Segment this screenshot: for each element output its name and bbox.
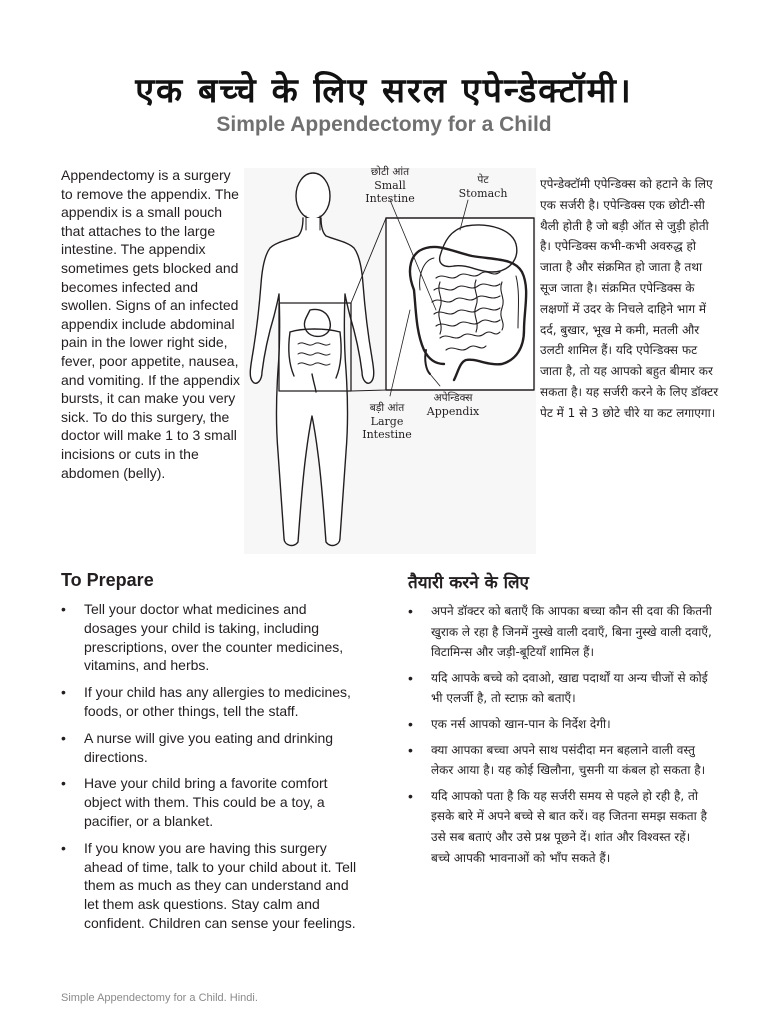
list-item: • क्या आपका बच्चा अपने साथ पसंदीदा मन बहलाने वाली वस्तु लेकर आया है। यह कोई खिलौना, चुसनी या कंबल हो सकता है। <box>408 740 713 781</box>
label-appendix: अपेन्डिक्स Appendix <box>426 392 480 418</box>
list-item: • यदि आपको पता है कि यह सर्जरी समय से पहले हो रही है, तो इसके बारे में अपने बच्चे से बात करें। वह जितना समझ सकता है उसे सब बताएं और उसे प्रश्न पूछने दें। शांत और विश्वस्त रहें। बच्चे आपकी भावनाओं को भाँप सकते हैं। <box>408 786 713 868</box>
list-item: • अपने डॉक्टर को बताएँ कि आपका बच्चा कौन सी दवा की कितनी खुराक ले रहा है जिनमें नुस्खे वाली दवाएँ, बिना नुस्खे वाली दवाएँ, विटामिन्स और जड़ी-बूटियाँ शामिल हैं। <box>408 601 713 663</box>
intro-paragraph-hindi: एपेन्डेक्टॉमी एपेन्डिक्स को हटाने के लिए एक सर्जरी है। एपेन्डिक्स एक छोटी-सी थैली होती है जो बड़ी ऑत से जुड़ी होती है। एपेन्डिक्स कभी-कभी अवरुद्ध हो जाता है और संक्रमित हो जाता है तथा सूज जाता है। संक्रमित एपेन्डिक्स के लक्षणों में उदर के निचले दाहिने भाग में दर्द, बुखार, भूख मे कमी, मतली और उलटी शामिल हैं। यदि एपेन्डिक्स फट जाता है, तो यह आपको बहुत बीमार कर सकता है। यह सर्जरी करने के लिए डॉक्टर पेट में 1 से 3 छोटे चीरे या कट लगाएगा। <box>540 177 719 420</box>
to-prepare-heading-hindi: तैयारी करने के लिए <box>408 573 529 593</box>
prepare-list-english <box>61 600 361 941</box>
page-subtitle-english: Simple Appendectomy for a Child <box>216 113 552 136</box>
list-item: • एक नर्स आपको खान-पान के निर्देश देगी। <box>408 714 713 735</box>
list-item: • Tell your doctor what medicines and dosages your child is taking, including prescriptions, over the counter medicines, vitamins, and herbs. <box>61 600 361 675</box>
list-item: • If you know you are having this surgery ahead of time, talk to your child about it. Tell them as much as they can understand and let them ask questions. Stay calm and confident. Children can sense your feelings. <box>61 839 361 933</box>
list-item: • यदि आपके बच्चे को दवाओ, खाद्य पदार्थों या अन्य चीजों से कोई भी एलर्जी है, तो स्टाफ़ को बताएँ। <box>408 668 713 709</box>
list-item: • Have your child bring a favorite comfort object with them. This could be a toy, a pacifier, or a blanket. <box>61 774 361 830</box>
label-stomach: पेट Stomach <box>458 174 508 200</box>
page-footer: Simple Appendectomy for a Child. Hindi. <box>61 992 258 1004</box>
list-item: • If your child has any allergies to medicines, foods, or other things, tell the staff. <box>61 683 361 721</box>
label-small-intestine: छोटी आंत Small Intestine <box>365 166 415 205</box>
anatomy-figure <box>240 160 540 560</box>
list-item: • A nurse will give you eating and drinking directions. <box>61 729 361 767</box>
prepare-list-hindi <box>408 601 713 873</box>
head-outline <box>296 173 330 219</box>
label-large-intestine: बड़ी आंत Large Intestine <box>362 402 412 441</box>
intro-paragraph-english: Appendectomy is a surgery to remove the appendix. The appendix is a small pouch that attaches to the large intestine. The appendix sometimes gets blocked and becomes infected and swollen. Signs of an infected appendix include abdominal pain in the lower right side, fever, poor appetite, nausea, and vomiting. If the appendix bursts, it can make you very sick. To do this surgery, the doctor will make 1 to 3 small incisions or cuts in the abdomen (belly). <box>61 167 241 481</box>
to-prepare-heading: To Prepare <box>61 570 154 590</box>
body-diagram <box>240 160 540 560</box>
page-title-hindi: एक बच्चे के लिए सरल एपेन्डेक्टॉमी। <box>135 71 633 111</box>
